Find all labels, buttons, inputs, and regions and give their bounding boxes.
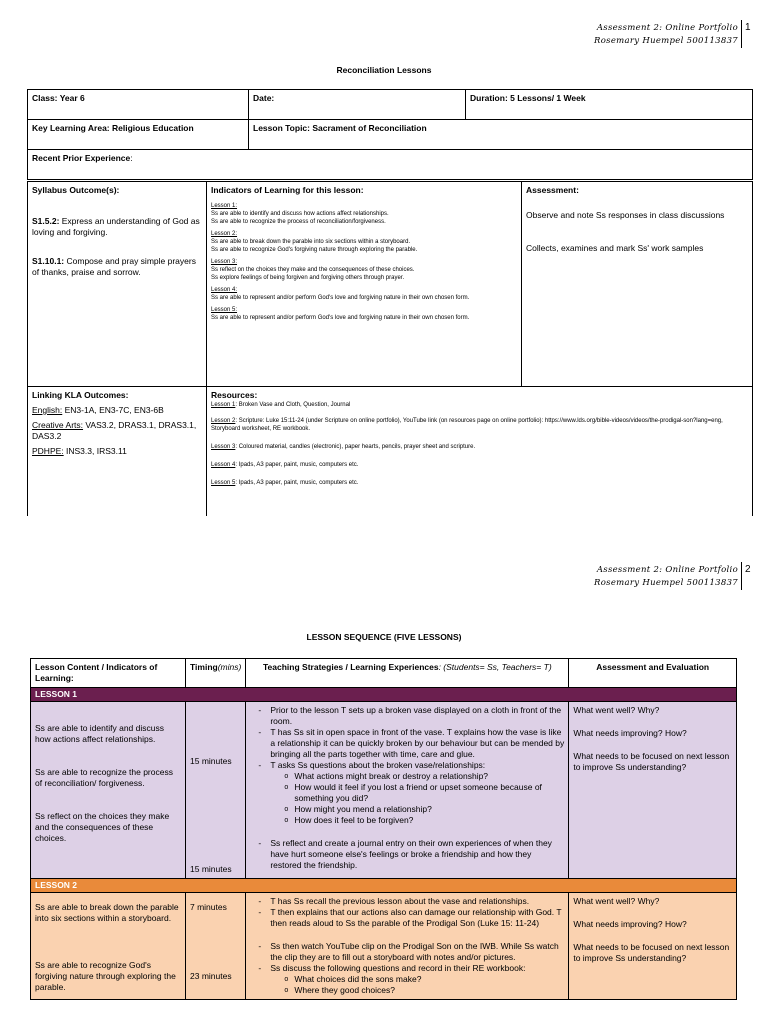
question-list	[270, 974, 564, 996]
resource-text: : Broken Vase and Cloth, Question, Journal	[235, 402, 351, 408]
col-header-timing	[186, 659, 246, 688]
strategies-note: : (Students= Ss, Teachers= T)	[438, 662, 552, 672]
indicator-lesson-5	[211, 306, 517, 322]
linking-english	[32, 405, 202, 416]
timing-item: 15 minutes	[190, 864, 232, 874]
header-divider	[741, 20, 742, 48]
strategy-text: Ss discuss the following questions and record in their RE workbook:	[270, 963, 526, 973]
resource-lesson-1	[211, 401, 748, 409]
question-item: o How does it feel to be forgiven?	[294, 815, 564, 826]
kla-cell: Key Learning Area: Religious Education	[28, 120, 249, 150]
linking-text: VAS3.2, DRAS3.1, DRAS3.1, DAS3.2	[32, 420, 197, 441]
indicator-label: Lesson 5:	[211, 307, 238, 313]
linking-label: English:	[32, 405, 63, 415]
content-item: Ss are able to recognize the process of reconciliation/ forgiveness.	[35, 767, 173, 788]
strategy-list	[250, 896, 564, 996]
assessment-item: What went well? Why?	[573, 896, 660, 906]
timing-label: Timing	[190, 662, 218, 672]
strategy-text: T asks Ss questions about the broken vase/relationships:	[270, 760, 486, 770]
indicators-cell	[207, 182, 522, 387]
outcome-text: Express an understanding of God as loving and forgiving.	[32, 216, 200, 237]
header-line-1: Assessment 2: Online Portfolio	[596, 565, 738, 575]
lesson-1-timing	[186, 702, 246, 879]
prior-suffix: :	[130, 153, 133, 163]
linking-label: PDHPE:	[32, 446, 64, 456]
header-line-1: Assessment 2: Online Portfolio	[596, 23, 738, 33]
indicator-line: Ss are able to represent and/or perform God's love and forgiving nature in their own chosen form.	[211, 295, 470, 301]
page-header	[594, 22, 738, 48]
resource-text: : Coloured material, candles (electronic), paper hearts, pencils, prayer sheet and scripture.	[235, 444, 476, 450]
assessment-item-2: Collects, examines and mark Ss' work samples	[526, 243, 704, 253]
resource-text: : Ipads, A3 paper, paint, music, computers etc.	[235, 462, 359, 468]
resource-lesson-5	[211, 479, 748, 487]
resource-text: : Ipads, A3 paper, paint, music, computers etc.	[235, 480, 359, 486]
strategy-item: - T has Ss recall the previous lesson about the vase and relationships.	[262, 896, 564, 907]
lesson-2-timing	[186, 893, 246, 1000]
linking-kla-cell	[28, 387, 207, 520]
outcomes-table	[27, 181, 753, 520]
resource-label: Lesson 4	[211, 462, 236, 468]
indicator-label: Lesson 1:	[211, 203, 238, 209]
resource-label: Lesson 5	[211, 480, 236, 486]
indicator-line: Ss reflect on the choices they make and the consequences of these choices.	[211, 267, 415, 273]
page-title: Reconciliation Lessons	[336, 65, 432, 75]
resources-heading: Resources:	[211, 390, 258, 400]
lesson-1-content	[31, 702, 186, 879]
topic-cell: Lesson Topic: Sacrament of Reconciliation	[249, 120, 753, 150]
indicator-lesson-3	[211, 258, 517, 282]
assessment-item: What needs to be focused on next lesson to improve Ss understanding?	[573, 751, 730, 772]
outcome-code: S1.5.2:	[32, 216, 60, 226]
linking-creative-arts	[32, 420, 202, 442]
indicator-lesson-2	[211, 230, 517, 254]
col-header-strategies	[246, 659, 569, 688]
resource-text: : Scripture: Luke 15:11-24 (under Scripture on online portfolio), YouTube link (on resources page on online portfolio): https://www.lds.org/bible-videos/videos/the-prodigal-son?lang=eng, Storyboard worksheet, RE workbook.	[211, 418, 723, 432]
col-header-content: Lesson Content / Indicators of Learning:	[31, 659, 186, 688]
resource-lesson-3	[211, 443, 748, 451]
syllabus-heading: Syllabus Outcome(s):	[32, 185, 120, 195]
prior-experience-cell	[28, 150, 753, 180]
strategy-item: - T then explains that our actions also can damage our relationship with God. T then reads aloud to Ss the parable of the Prodigal Son (Luke 15: 11-24)	[262, 907, 564, 929]
resource-label: Lesson 3	[211, 444, 236, 450]
assessment-item: What needs improving? How?	[573, 728, 687, 738]
lesson-sequence-table	[30, 658, 737, 1000]
linking-label: Creative Arts:	[32, 420, 84, 430]
question-item: o How might you mend a relationship?	[294, 804, 564, 815]
indicator-line: Ss are able to recognize the process of reconciliation/forgiveness.	[211, 219, 386, 225]
resource-label: Lesson 1	[211, 402, 236, 408]
resource-label: Lesson 2	[211, 418, 236, 424]
prior-label: Recent Prior Experience	[32, 153, 131, 163]
header-line-2: Rosemary Huempel 500113837	[594, 36, 738, 46]
indicator-line: Ss are able to recognize God's forgiving nature through exploring the parable.	[211, 247, 418, 253]
linking-heading: Linking KLA Outcomes:	[32, 390, 129, 400]
timing-item: 7 minutes	[190, 902, 227, 912]
indicator-line: Ss explore feelings of being forgiven and forgiving others through prayer.	[211, 275, 405, 281]
timing-item: 15 minutes	[190, 756, 232, 766]
question-item: o What actions might break or destroy a relationship?	[294, 771, 564, 782]
strategy-item: - Prior to the lesson T sets up a broken vase displayed on a cloth in front of the room.	[262, 705, 564, 727]
indicators-heading: Indicators of Learning for this lesson:	[211, 185, 364, 195]
assessment-cell	[522, 182, 753, 387]
question-list	[270, 771, 564, 826]
indicator-label: Lesson 4:	[211, 287, 238, 293]
page-title: LESSON SEQUENCE (FIVE LESSONS)	[306, 632, 462, 642]
indicator-lesson-1	[211, 202, 517, 226]
lesson-2-strategies	[246, 893, 569, 1000]
content-item: Ss are able to recognize God's forgiving nature through exploring the parable.	[35, 960, 176, 992]
strategy-item	[262, 760, 564, 826]
lesson-1-assessment	[569, 702, 737, 879]
indicator-label: Lesson 3:	[211, 259, 238, 265]
syllabus-cell	[28, 182, 207, 387]
indicator-line: Ss are able to identify and discuss how actions affect relationships.	[211, 211, 389, 217]
strategy-item: - Ss reflect and create a journal entry on their own experiences of when they have hurt someone else's feelings or broke a friendship and how they restored the friendship.	[262, 838, 564, 871]
assessment-item: What went well? Why?	[573, 705, 660, 715]
assessment-item: What needs to be focused on next lesson to improve Ss understanding?	[573, 942, 730, 963]
lesson-1-heading: LESSON 1	[31, 688, 737, 702]
question-item: o How would it feel if you lost a friend or upset someone because of something you did?	[294, 782, 564, 804]
resources-cell	[207, 387, 753, 520]
strategy-list	[250, 705, 564, 871]
outcome-code: S1.10.1:	[32, 256, 65, 266]
question-item: o Where they good choices?	[294, 985, 564, 996]
linking-pdhpe	[32, 446, 202, 457]
class-cell: Class: Year 6	[28, 90, 249, 120]
page-gap	[0, 516, 768, 544]
linking-text: INS3.3, IRS3.11	[63, 446, 127, 456]
header-line-2: Rosemary Huempel 500113837	[594, 578, 738, 588]
lesson-2-heading: LESSON 2	[31, 879, 737, 893]
header-divider	[741, 562, 742, 590]
lesson-2-content	[31, 893, 186, 1000]
timing-unit: (mins)	[217, 662, 242, 672]
indicator-label: Lesson 2:	[211, 231, 238, 237]
resource-lesson-2	[211, 417, 748, 433]
strategy-item	[262, 963, 564, 996]
outcome-text: Compose and pray simple prayers of thanks, praise and sorrow.	[32, 256, 196, 277]
page-number: 2	[745, 564, 751, 575]
strategy-item: - T has Ss sit in open space in front of the vase. T explains how the vase is like a relationship it can be quickly broken by our behaviour but can be mended by bringing all the parts together with time, care and glue.	[262, 727, 564, 760]
linking-text: EN3-1A, EN3-7C, EN3-6B	[62, 405, 164, 415]
syllabus-outcome-1	[32, 216, 202, 238]
resource-lesson-4	[211, 461, 748, 469]
assessment-item: What needs improving? How?	[573, 919, 687, 929]
assessment-item-1: Observe and note Ss responses in class discussions	[526, 210, 725, 220]
lesson-info-table	[27, 89, 753, 180]
col-header-assessment: Assessment and Evaluation	[569, 659, 737, 688]
assessment-heading: Assessment:	[526, 185, 579, 195]
lesson-1-strategies	[246, 702, 569, 879]
indicator-line: Ss are able to break down the parable into six sections within a storyboard.	[211, 239, 411, 245]
page-number: 1	[745, 22, 751, 33]
content-item: Ss reflect on the choices they make and the consequences of these choices.	[35, 811, 170, 843]
content-item: Ss are able to identify and discuss how actions affect relationships.	[35, 723, 164, 744]
page-header	[594, 564, 738, 590]
strategies-label: Teaching Strategies / Learning Experiences	[263, 662, 439, 672]
indicator-line: Ss are able to represent and/or perform God's love and forgiving nature in their own chosen form.	[211, 315, 470, 321]
strategy-item: - Ss then watch YouTube clip on the Prodigal Son on the IWB. While Ss watch the clip they are to fill out a storyboard with notes and/or pictures.	[262, 941, 564, 963]
indicator-lesson-4	[211, 286, 517, 302]
content-item: Ss are able to break down the parable into six sections within a storyboard.	[35, 902, 179, 923]
syllabus-outcome-2	[32, 256, 202, 278]
question-item: o What choices did the sons make?	[294, 974, 564, 985]
lesson-2-assessment	[569, 893, 737, 1000]
date-cell: Date:	[249, 90, 466, 120]
duration-cell: Duration: 5 Lessons/ 1 Week	[466, 90, 753, 120]
timing-item: 23 minutes	[190, 971, 232, 981]
